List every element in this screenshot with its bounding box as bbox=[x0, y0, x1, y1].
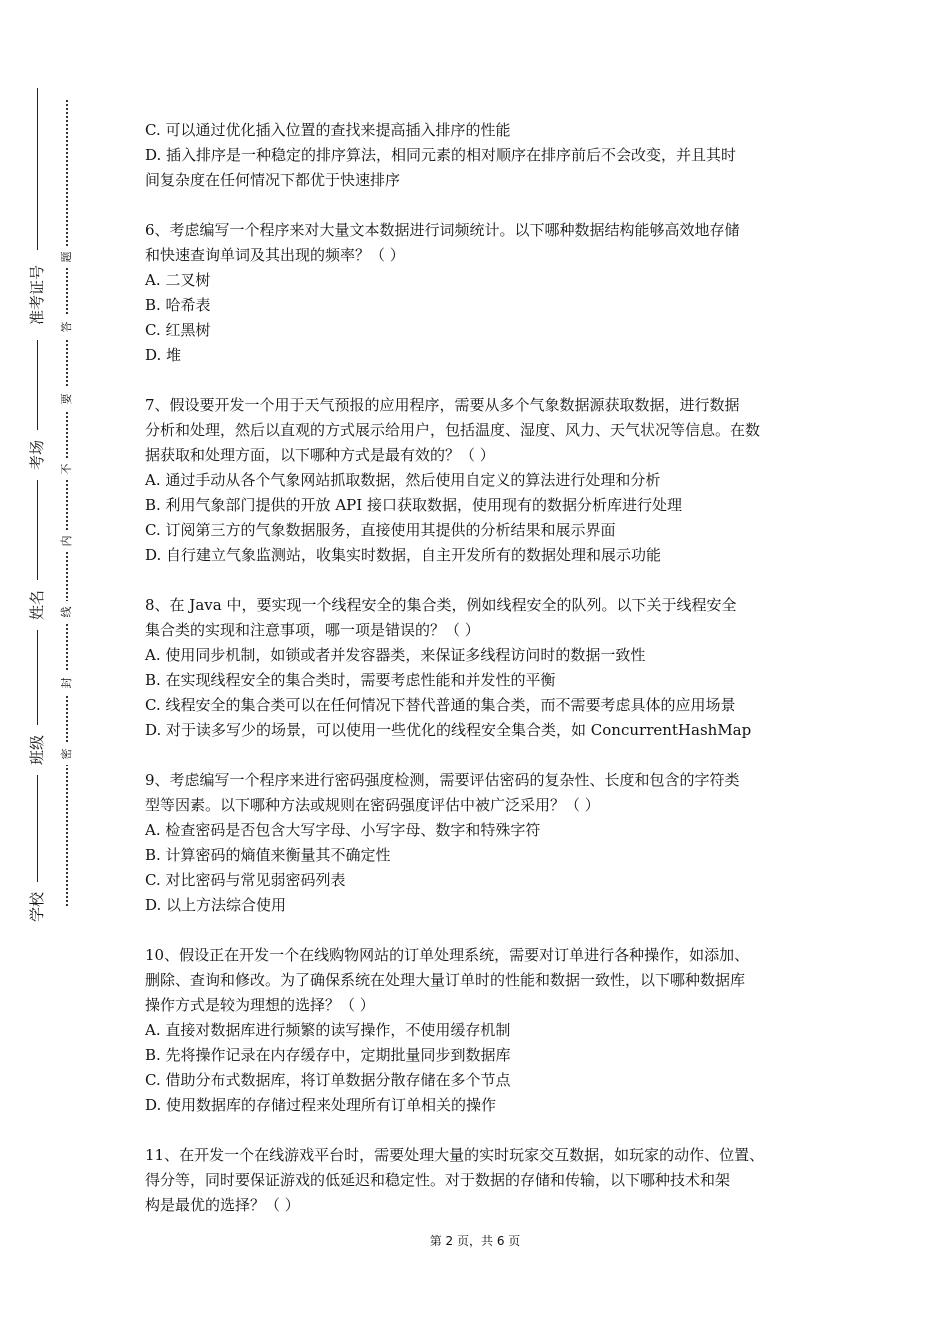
field-school: 学校 bbox=[22, 882, 52, 932]
seal-char-bu: 不 bbox=[56, 458, 78, 480]
q9-option-b: B. 计算密码的熵值来衡量其不确定性 bbox=[145, 846, 391, 864]
binding-solid-line bbox=[37, 88, 38, 926]
q7-stem-line1: 7、假设要开发一个用于天气预报的应用程序，需要从多个气象数据源获取数据，进行数据 bbox=[145, 396, 740, 414]
q9-stem-line1: 9、考虑编写一个程序来进行密码强度检测，需要评估密码的复杂性、长度和包含的字符类 bbox=[145, 771, 740, 789]
q7-option-d: D. 自行建立气象监测站，收集实时数据，自主开发所有的数据处理和展示功能 bbox=[145, 546, 662, 564]
q8-option-d: D. 对于读多写少的场景，可以使用一些优化的线程安全集合类，如 ConcurrentHashMap bbox=[145, 721, 752, 739]
q10-option-d: D. 使用数据库的存储过程来处理所有订单相关的操作 bbox=[145, 1096, 497, 1114]
q6-stem-line2: 和快速查询单词及其出现的频率？（ ） bbox=[145, 246, 405, 264]
q6-option-c: C. 红黑树 bbox=[145, 321, 211, 339]
q5-option-c: C. 可以通过优化插入位置的查找来提高插入排序的性能 bbox=[145, 121, 511, 139]
q7-option-c: C. 订阅第三方的气象数据服务，直接使用其提供的分析结果和展示界面 bbox=[145, 521, 616, 539]
field-class: 班级 bbox=[22, 725, 52, 775]
q8-stem-line2: 集合类的实现和注意事项，哪一项是错误的？（ ） bbox=[145, 621, 480, 639]
q8-stem-line1: 8、在 Java 中，要实现一个线程安全的集合类，例如线程安全的队列。以下关于线程安全 bbox=[145, 596, 737, 614]
q6-option-d: D. 堆 bbox=[145, 346, 182, 364]
seal-char-mi: 密 bbox=[56, 743, 78, 765]
q10-stem-line2: 删除、查询和修改。为了确保系统在处理大量订单时的性能和数据一致性，以下哪种数据库 bbox=[145, 971, 746, 989]
q9-option-d: D. 以上方法综合使用 bbox=[145, 896, 287, 914]
exam-content bbox=[145, 118, 815, 1218]
q7-option-b: B. 利用气象部门提供的开放 API 接口获取数据，使用现有的数据分析库进行处理 bbox=[145, 496, 682, 514]
field-name: 姓名 bbox=[22, 580, 52, 630]
seal-char-ti: 题 bbox=[56, 246, 78, 268]
q6-option-a: A. 二叉树 bbox=[145, 271, 211, 289]
binding-margin bbox=[0, 0, 90, 1344]
field-exam-room: 考场 bbox=[22, 430, 52, 480]
q11-stem-line2: 得分等，同时要保证游戏的低延迟和稳定性。对于数据的存储和传输，以下哪种技术和架 bbox=[145, 1171, 731, 1189]
q7-option-a: A. 通过手动从各个气象网站抓取数据，然后使用自定义的算法进行处理和分析 bbox=[145, 471, 661, 489]
q9-stem-line2: 型等因素。以下哪种方法或规则在密码强度评估中被广泛采用？（ ） bbox=[145, 796, 600, 814]
q8-option-a: A. 使用同步机制，如锁或者并发容器类，来保证多线程访问时的数据一致性 bbox=[145, 646, 646, 664]
q7-stem-line3: 据获取和处理方面，以下哪种方式是最有效的？（ ） bbox=[145, 446, 495, 464]
q10-option-c: C. 借助分布式数据库，将订单数据分散存储在多个节点 bbox=[145, 1071, 511, 1089]
seal-dotted-line bbox=[66, 100, 68, 906]
q10-option-a: A. 直接对数据库进行频繁的读写操作，不使用缓存机制 bbox=[145, 1021, 511, 1039]
q11-stem-line3: 构是最优的选择？（ ） bbox=[145, 1196, 300, 1214]
q5-option-d-line2: 间复杂度在任何情况下都优于快速排序 bbox=[145, 171, 401, 189]
q11-stem-line1: 11、在开发一个在线游戏平台时，需要处理大量的实时玩家交互数据，如玩家的动作、位置、 bbox=[145, 1146, 765, 1164]
page-footer: 第 2 页，共 6 页 bbox=[429, 1234, 521, 1248]
q5-option-d-line1: D. 插入排序是一种稳定的排序算法，相同元素的相对顺序在排序前后不会改变，并且其时 bbox=[145, 146, 737, 164]
seal-char-nei: 内 bbox=[56, 530, 78, 552]
seal-char-da: 答 bbox=[56, 316, 78, 338]
q9-option-a: A. 检查密码是否包含大写字母、小写字母、数字和特殊字符 bbox=[145, 821, 541, 839]
q7-stem-line2: 分析和处理，然后以直观的方式展示给用户，包括温度、湿度、风力、天气状况等信息。在数 bbox=[145, 421, 761, 439]
seal-char-yao: 要 bbox=[56, 388, 78, 410]
field-exam-number: 准考证号 bbox=[22, 250, 52, 340]
q8-option-b: B. 在实现线程安全的集合类时，需要考虑性能和并发性的平衡 bbox=[145, 671, 556, 689]
q8-option-c: C. 线程安全的集合类可以在任何情况下替代普通的集合类，而不需要考虑具体的应用场景 bbox=[145, 696, 736, 714]
seal-char-feng: 封 bbox=[56, 672, 78, 694]
q9-option-c: C. 对比密码与常见弱密码列表 bbox=[145, 871, 346, 889]
seal-char-xian: 线 bbox=[56, 601, 78, 623]
q10-stem-line1: 10、假设正在开发一个在线购物网站的订单处理系统，需要对订单进行各种操作，如添加、 bbox=[145, 946, 750, 964]
q10-stem-line3: 操作方式是较为理想的选择？（ ） bbox=[145, 996, 375, 1014]
q6-option-b: B. 哈希表 bbox=[145, 296, 211, 314]
q6-stem-line1: 6、考虑编写一个程序来对大量文本数据进行词频统计。以下哪种数据结构能够高效地存储 bbox=[145, 221, 740, 239]
q10-option-b: B. 先将操作记录在内存缓存中，定期批量同步到数据库 bbox=[145, 1046, 511, 1064]
